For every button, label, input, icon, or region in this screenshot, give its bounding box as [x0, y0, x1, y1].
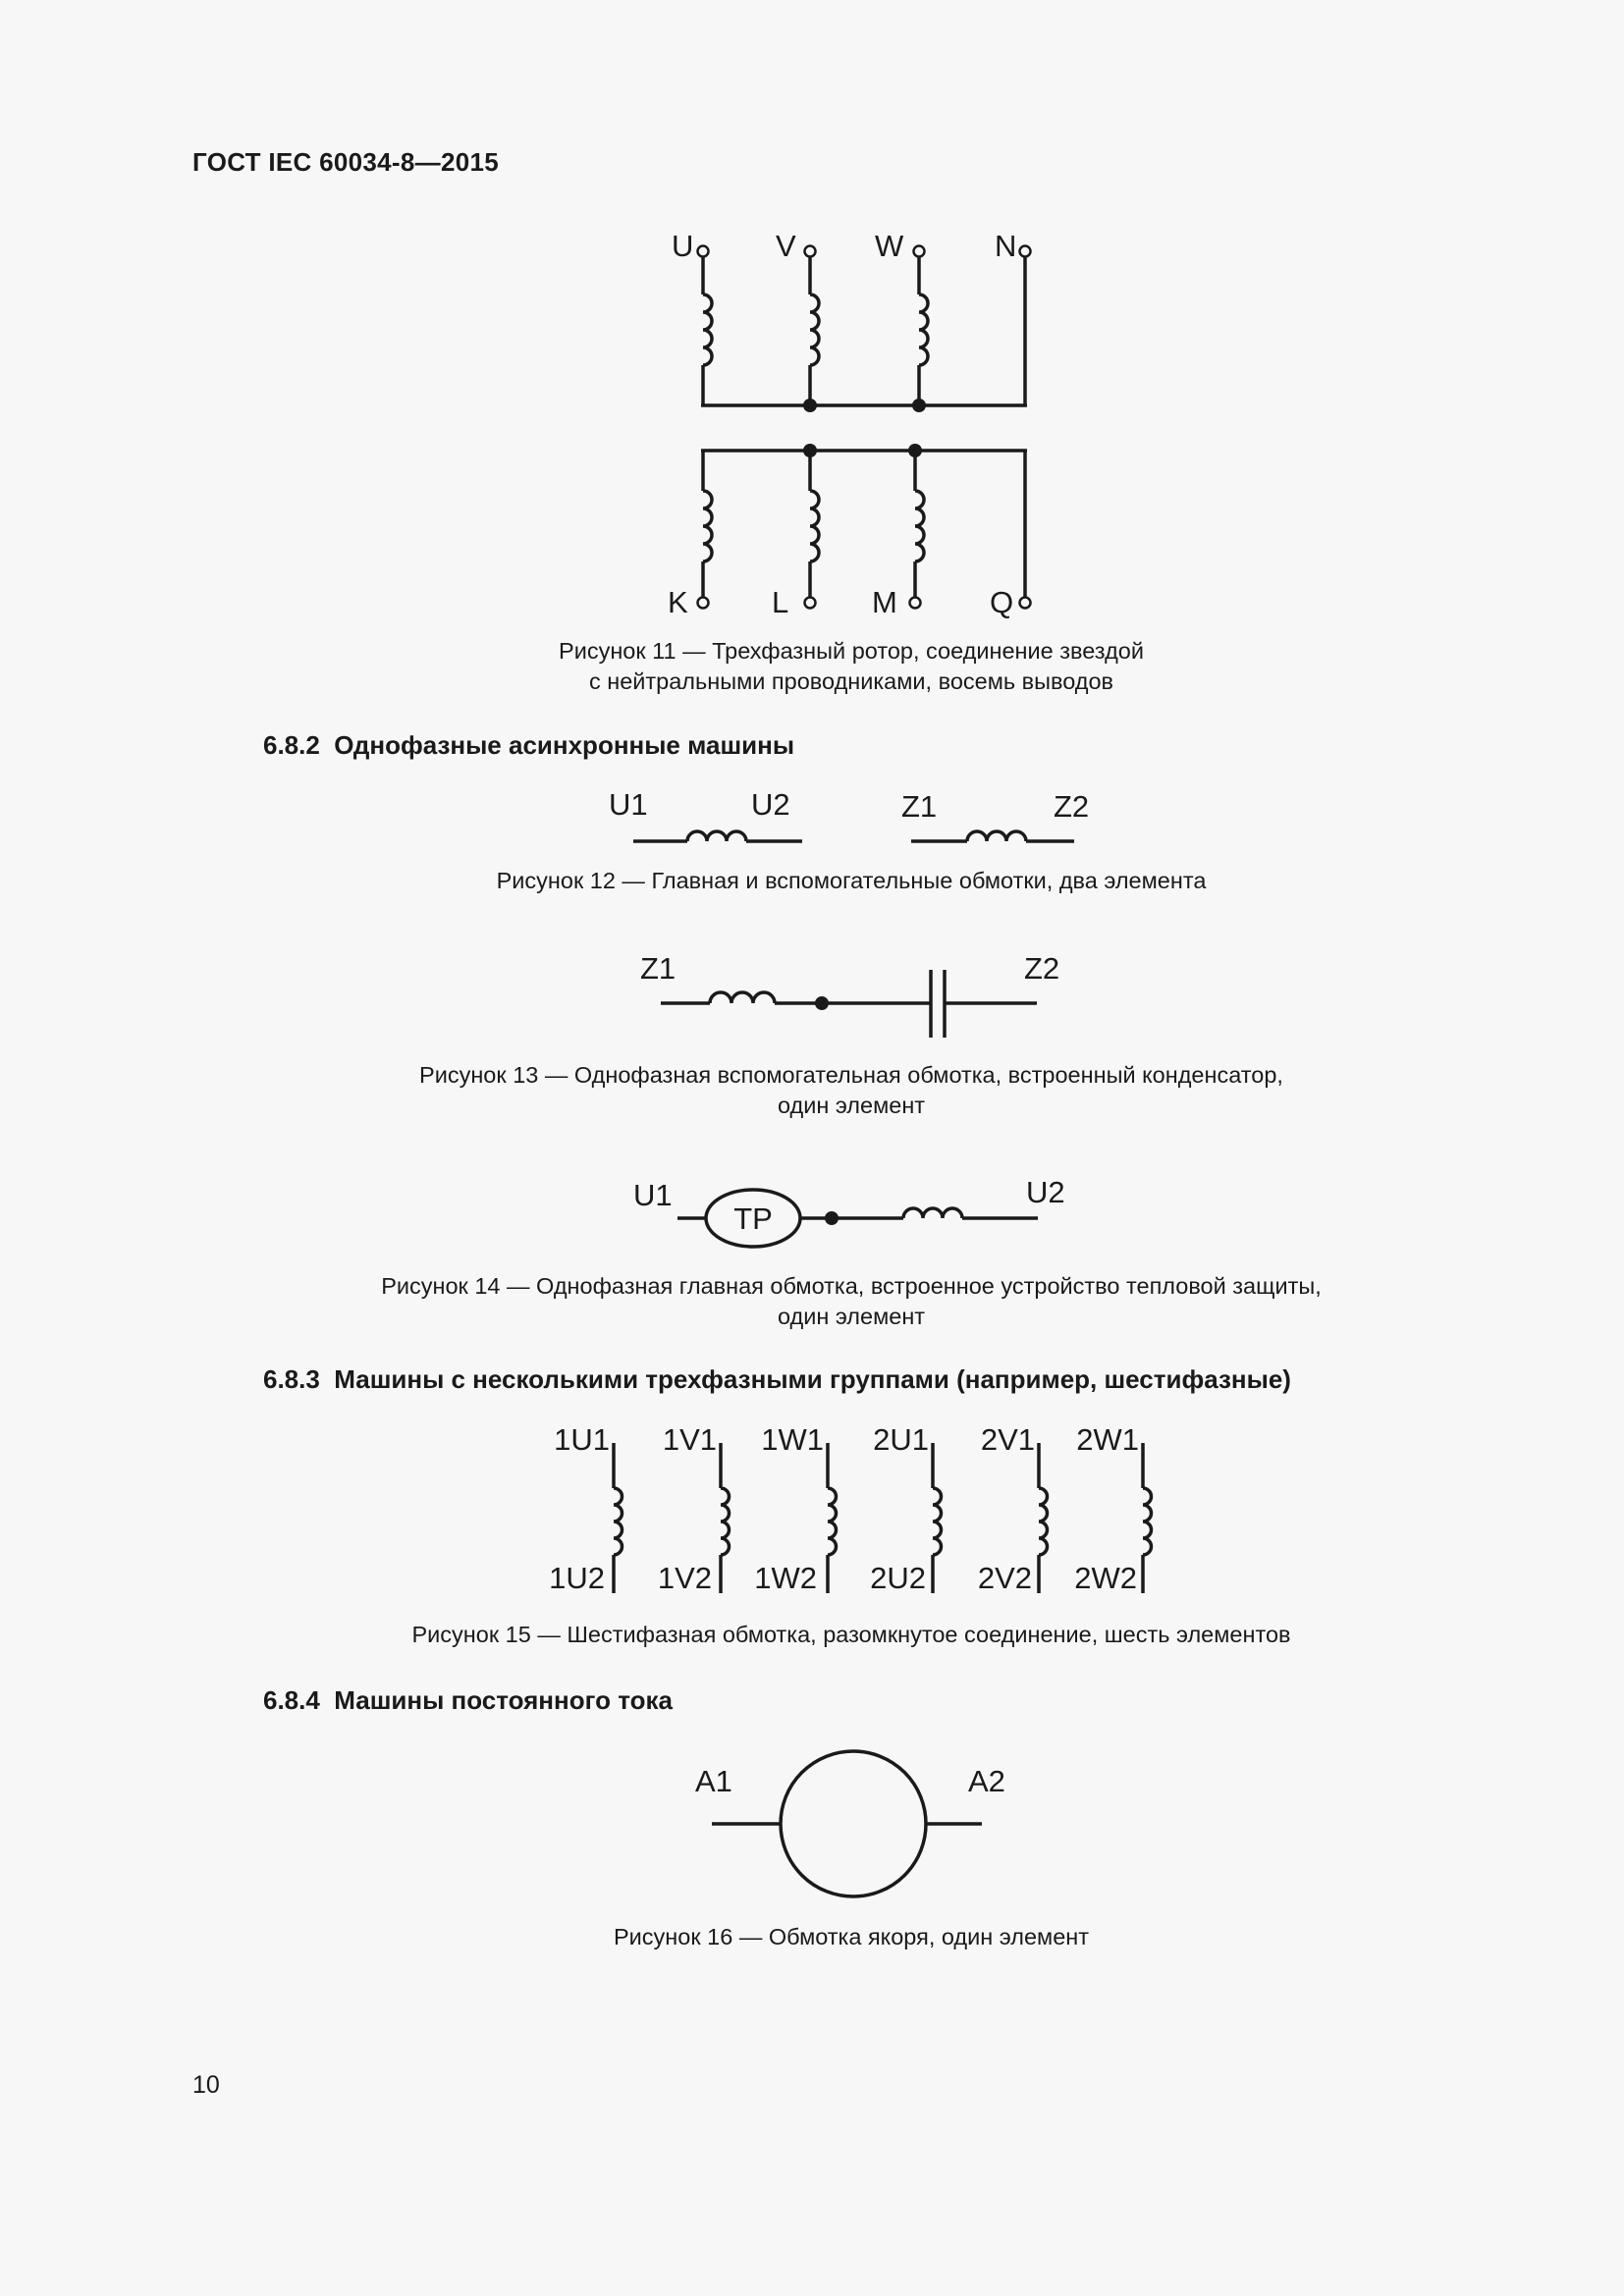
terminal-label: 1V2: [657, 1561, 712, 1595]
thermal-protector-label: TP: [733, 1201, 773, 1236]
terminal-label: V: [776, 229, 796, 263]
terminal-label: Z2: [1024, 951, 1060, 986]
figure-16-caption: Рисунок 16 — Обмотка якоря, один элемент: [614, 1924, 1089, 1949]
terminal-label: N: [995, 229, 1017, 263]
terminal-label: 2W2: [1074, 1561, 1137, 1595]
terminal-label: 1W2: [754, 1561, 817, 1595]
figure-11-diagram: [0, 0, 1624, 687]
terminal-label: 2U2: [870, 1561, 926, 1595]
figure-13-diagram: [0, 937, 1624, 1055]
figure-13-caption: Рисунок 13 — Однофазная вспомогательная обмотка, встроенный конденсатор, один элемент: [419, 1062, 1283, 1118]
figure-16-diagram: [0, 1737, 1624, 1934]
terminal-label: 2V2: [977, 1561, 1032, 1595]
terminal-label: 1U1: [554, 1422, 610, 1457]
section-heading-6-8-4: 6.8.4 Машины постоянного тока: [263, 1685, 673, 1715]
terminal-label: U2: [751, 787, 790, 822]
terminal-label: A1: [695, 1764, 732, 1798]
figure-15-diagram: [0, 1414, 1624, 1610]
figure-12-caption: Рисунок 12 — Главная и вспомогательные обмотки, два элемента: [496, 868, 1207, 893]
terminal-label: A2: [968, 1764, 1005, 1798]
section-heading-6-8-2: 6.8.2 Однофазные асинхронные машины: [263, 730, 795, 760]
terminal-label: U: [672, 229, 694, 263]
section-heading-6-8-3: 6.8.3 Машины с несколькими трехфазными группами (например, шестифазные): [263, 1364, 1291, 1394]
terminal-label: Q: [990, 585, 1014, 619]
terminal-label: 2U1: [873, 1422, 929, 1457]
terminal-label: 2V1: [980, 1422, 1035, 1457]
terminal-label: 1W1: [761, 1422, 824, 1457]
document-header: ГОСТ IEC 60034-8—2015: [192, 147, 499, 177]
terminal-label: U2: [1026, 1175, 1065, 1209]
terminal-label: U1: [609, 787, 648, 822]
page-number: 10: [192, 2071, 220, 2099]
terminal-label: Z2: [1054, 789, 1090, 824]
terminal-label: 2W1: [1076, 1422, 1139, 1457]
terminal-label: Z1: [901, 789, 938, 824]
terminal-label: 1U2: [549, 1561, 605, 1595]
terminal-label: M: [872, 585, 897, 619]
figure-15-caption: Рисунок 15 — Шестифазная обмотка, разомкнутое соединение, шесть элементов: [411, 1622, 1291, 1647]
terminal-label: Z1: [640, 951, 677, 986]
figure-11-caption: Рисунок 11 — Трехфазный ротор, соединение звездой с нейтральными проводниками, восемь выводов: [559, 638, 1144, 694]
terminal-label: W: [875, 229, 904, 263]
figure-12-diagram: [0, 775, 1624, 854]
terminal-label: 1V1: [662, 1422, 717, 1457]
terminal-label: K: [668, 585, 688, 619]
figure-14-diagram: [0, 1163, 1624, 1261]
terminal-label: U1: [633, 1178, 673, 1212]
terminal-label: L: [772, 585, 789, 619]
figure-14-caption: Рисунок 14 — Однофазная главная обмотка, встроенное устройство тепловой защиты, один элемент: [381, 1273, 1322, 1329]
